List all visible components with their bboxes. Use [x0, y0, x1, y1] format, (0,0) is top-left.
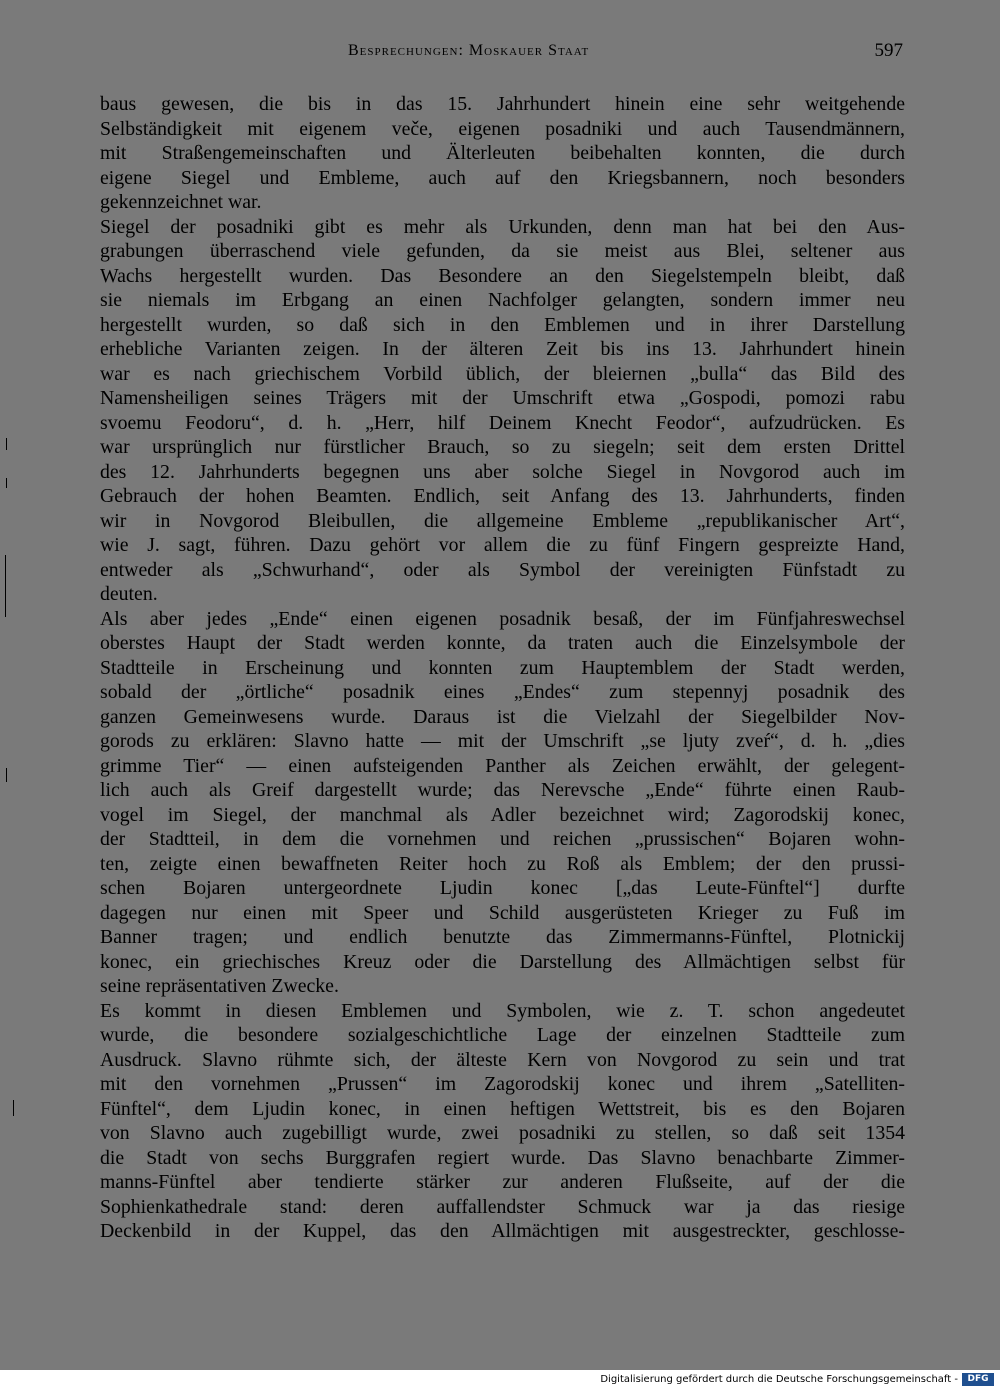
text-line: wurde, die besondere sozialgeschichtliche Lage der einzelnen Stadtteile zum [100, 1024, 905, 1046]
margin-mark [6, 478, 7, 488]
text-line: sobald der „örtliche“ posadnik eines „Endes“ zum stepennyj posadnik des [100, 681, 905, 703]
text-line: mit Straßengemeinschaften und Älterleuten beibehalten konnten, die durch [100, 142, 905, 164]
text-line: von Slavno auch zugebilligt wurde, zwei posadniki zu stellen, so daß seit 1354 [100, 1122, 905, 1144]
text-line: Sophienkathedrale stand: deren auffallendster Schmuck war ja das riesige [100, 1195, 905, 1218]
text-line: konec, ein griechisches Kreuz oder die Darstellung des Allmächtigen selbst für [100, 950, 905, 973]
text-line: svoemu Feodoru“, d. h. „Herr, hilf Deinem Knecht Feodor“, aufzudrücken. Es [100, 411, 905, 434]
text-line: mit den vornehmen „Prussen“ im Zagorodskij konec und ihrem „Satelliten- [100, 1073, 905, 1095]
margin-mark [5, 555, 6, 617]
text-line: Banner tragen; und endlich benutzte das Zimmermanns-Fünftel, Plotnickij [100, 926, 905, 948]
text-line: Fünftel“, dem Ljudin konec, in einen heftigen Wettstreit, bis es den Bojaren [100, 1097, 905, 1120]
text-line: war ursprünglich nur fürstlicher Brauch, so zu siegeln; seit dem ersten Drittel [100, 436, 905, 458]
text-line: schen Bojaren untergeordnete Ljudin konec [„das Leute-Fünftel“] durfte [100, 877, 905, 899]
text-line: entweder als „Schwurhand“, oder als Symbol der vereinigten Fünfstadt zu [100, 558, 905, 581]
margin-mark [6, 438, 7, 450]
text-line: seine repräsentativen Zwecke. [100, 975, 339, 997]
text-line: Als aber jedes „Ende“ einen eigenen posadnik besaß, der im Fünfjahreswechsel [100, 607, 905, 630]
body-text [100, 92, 905, 1244]
text-line: Wachs hergestellt wurden. Das Besondere an den Siegelstempeln bleibt, daß [100, 264, 905, 287]
text-line: des 12. Jahrhunderts begegnen uns aber solche Siegel in Novgorod auch im [100, 460, 905, 483]
text-line: oberstes Haupt der Stadt werden konnte, da traten auch die Einzelsymbole der [100, 632, 905, 654]
text-line: Siegel der posadniki gibt es mehr als Urkunden, denn man hat bei den Aus- [100, 215, 905, 238]
margin-mark [6, 768, 7, 782]
text-line: wie J. sagt, führen. Dazu gehört vor allem die zu fünf Fingern gespreizte Hand, [100, 534, 905, 556]
text-line: grabungen überraschend viele gefunden, da sie meist aus Blei, seltener aus [100, 240, 905, 262]
running-title: Besprechungen: Moskauer Staat [348, 42, 590, 59]
text-line: hergestellt wurden, so daß sich in den Emblemen und in ihrer Darstellung [100, 313, 905, 336]
margin-mark [13, 1100, 14, 1116]
page-number: 597 [874, 40, 903, 61]
text-line: sie niemals im Erbgang an einen Nachfolger gelangten, sondern immer neu [100, 289, 905, 311]
dfg-logo: DFG [962, 1373, 994, 1386]
text-line: deuten. [100, 583, 158, 605]
text-line: ganzen Gemeinwesens wurde. Daraus ist die Vielzahl der Siegelbilder Nov- [100, 705, 905, 728]
text-line: Ausdruck. Slavno rühmte sich, der älteste Kern von Novgorod zu sein und trat [100, 1048, 905, 1071]
text-line: gorods zu erklären: Slavno hatte — mit der Umschrift „se ljuty zveŕ“, d. h. „dies [100, 730, 905, 752]
text-line: Deckenbild in der Kuppel, das den Allmächtigen mit ausgestreckter, geschlosse- [100, 1220, 905, 1242]
text-line: Stadtteile in Erscheinung und konnten zum Hauptemblem der Stadt werden, [100, 656, 905, 679]
text-line: gekennzeichnet war. [100, 191, 262, 213]
text-line: baus gewesen, die bis in das 15. Jahrhundert hinein eine sehr weitgehende [100, 93, 905, 115]
text-line: Es kommt in diesen Emblemen und Symbolen, wie z. T. schon angedeutet [100, 999, 905, 1022]
text-line: der Stadtteil, in dem die vornehmen und reichen „prussischen“ Bojaren wohn- [100, 828, 905, 850]
text-line: dagegen nur einen mit Speer und Schild ausgerüsteten Krieger zu Fuß im [100, 901, 905, 924]
text-line: lich auch als Greif dargestellt wurde; das Nerevsche „Ende“ führte einen Raub- [100, 779, 905, 801]
digitization-footer [0, 1370, 1000, 1390]
text-line: war es nach griechischem Vorbild üblich, der bleiernen „bulla“ das Bild des [100, 362, 905, 385]
text-line: Namensheiligen seines Trägers mit der Umschrift etwa „Gospodi, pomozi rabu [100, 387, 905, 409]
text-line: manns-Fünftel aber tendierte stärker zur anderen Flußseite, auf der die [100, 1171, 905, 1193]
text-line: die Stadt von sechs Burggrafen regiert wurde. Das Slavno benachbarte Zimmer- [100, 1146, 905, 1169]
text-line: wir in Novgorod Bleibullen, die allgemeine Embleme „republikanischer Art“, [100, 509, 905, 532]
text-line: ten, zeigte einen bewaffneten Reiter hoch zu Roß als Emblem; der den prussi- [100, 852, 905, 875]
text-line: Selbständigkeit mit eigenem veče, eigenen posadniki und auch Tausendmännern, [100, 117, 905, 140]
text-line: erhebliche Varianten zeigen. In der älteren Zeit bis ins 13. Jahrhundert hinein [100, 338, 905, 360]
text-line: eigene Siegel und Embleme, auch auf den Kriegsbannern, noch besonders [100, 166, 905, 189]
text-line: grimme Tier“ — einen aufsteigenden Panther als Zeichen erwählt, der gelegent- [100, 754, 905, 777]
page-header [100, 40, 905, 66]
text-line: vogel im Siegel, der manchmal als Adler bezeichnet wird; Zagorodskij konec, [100, 803, 905, 826]
footer-credit: Digitalisierung gefördert durch die Deutsche Forschungsgemeinschaft - [600, 1374, 958, 1385]
text-line: Gebrauch der hohen Beamten. Endlich, seit Anfang des 13. Jahrhunderts, finden [100, 485, 905, 507]
